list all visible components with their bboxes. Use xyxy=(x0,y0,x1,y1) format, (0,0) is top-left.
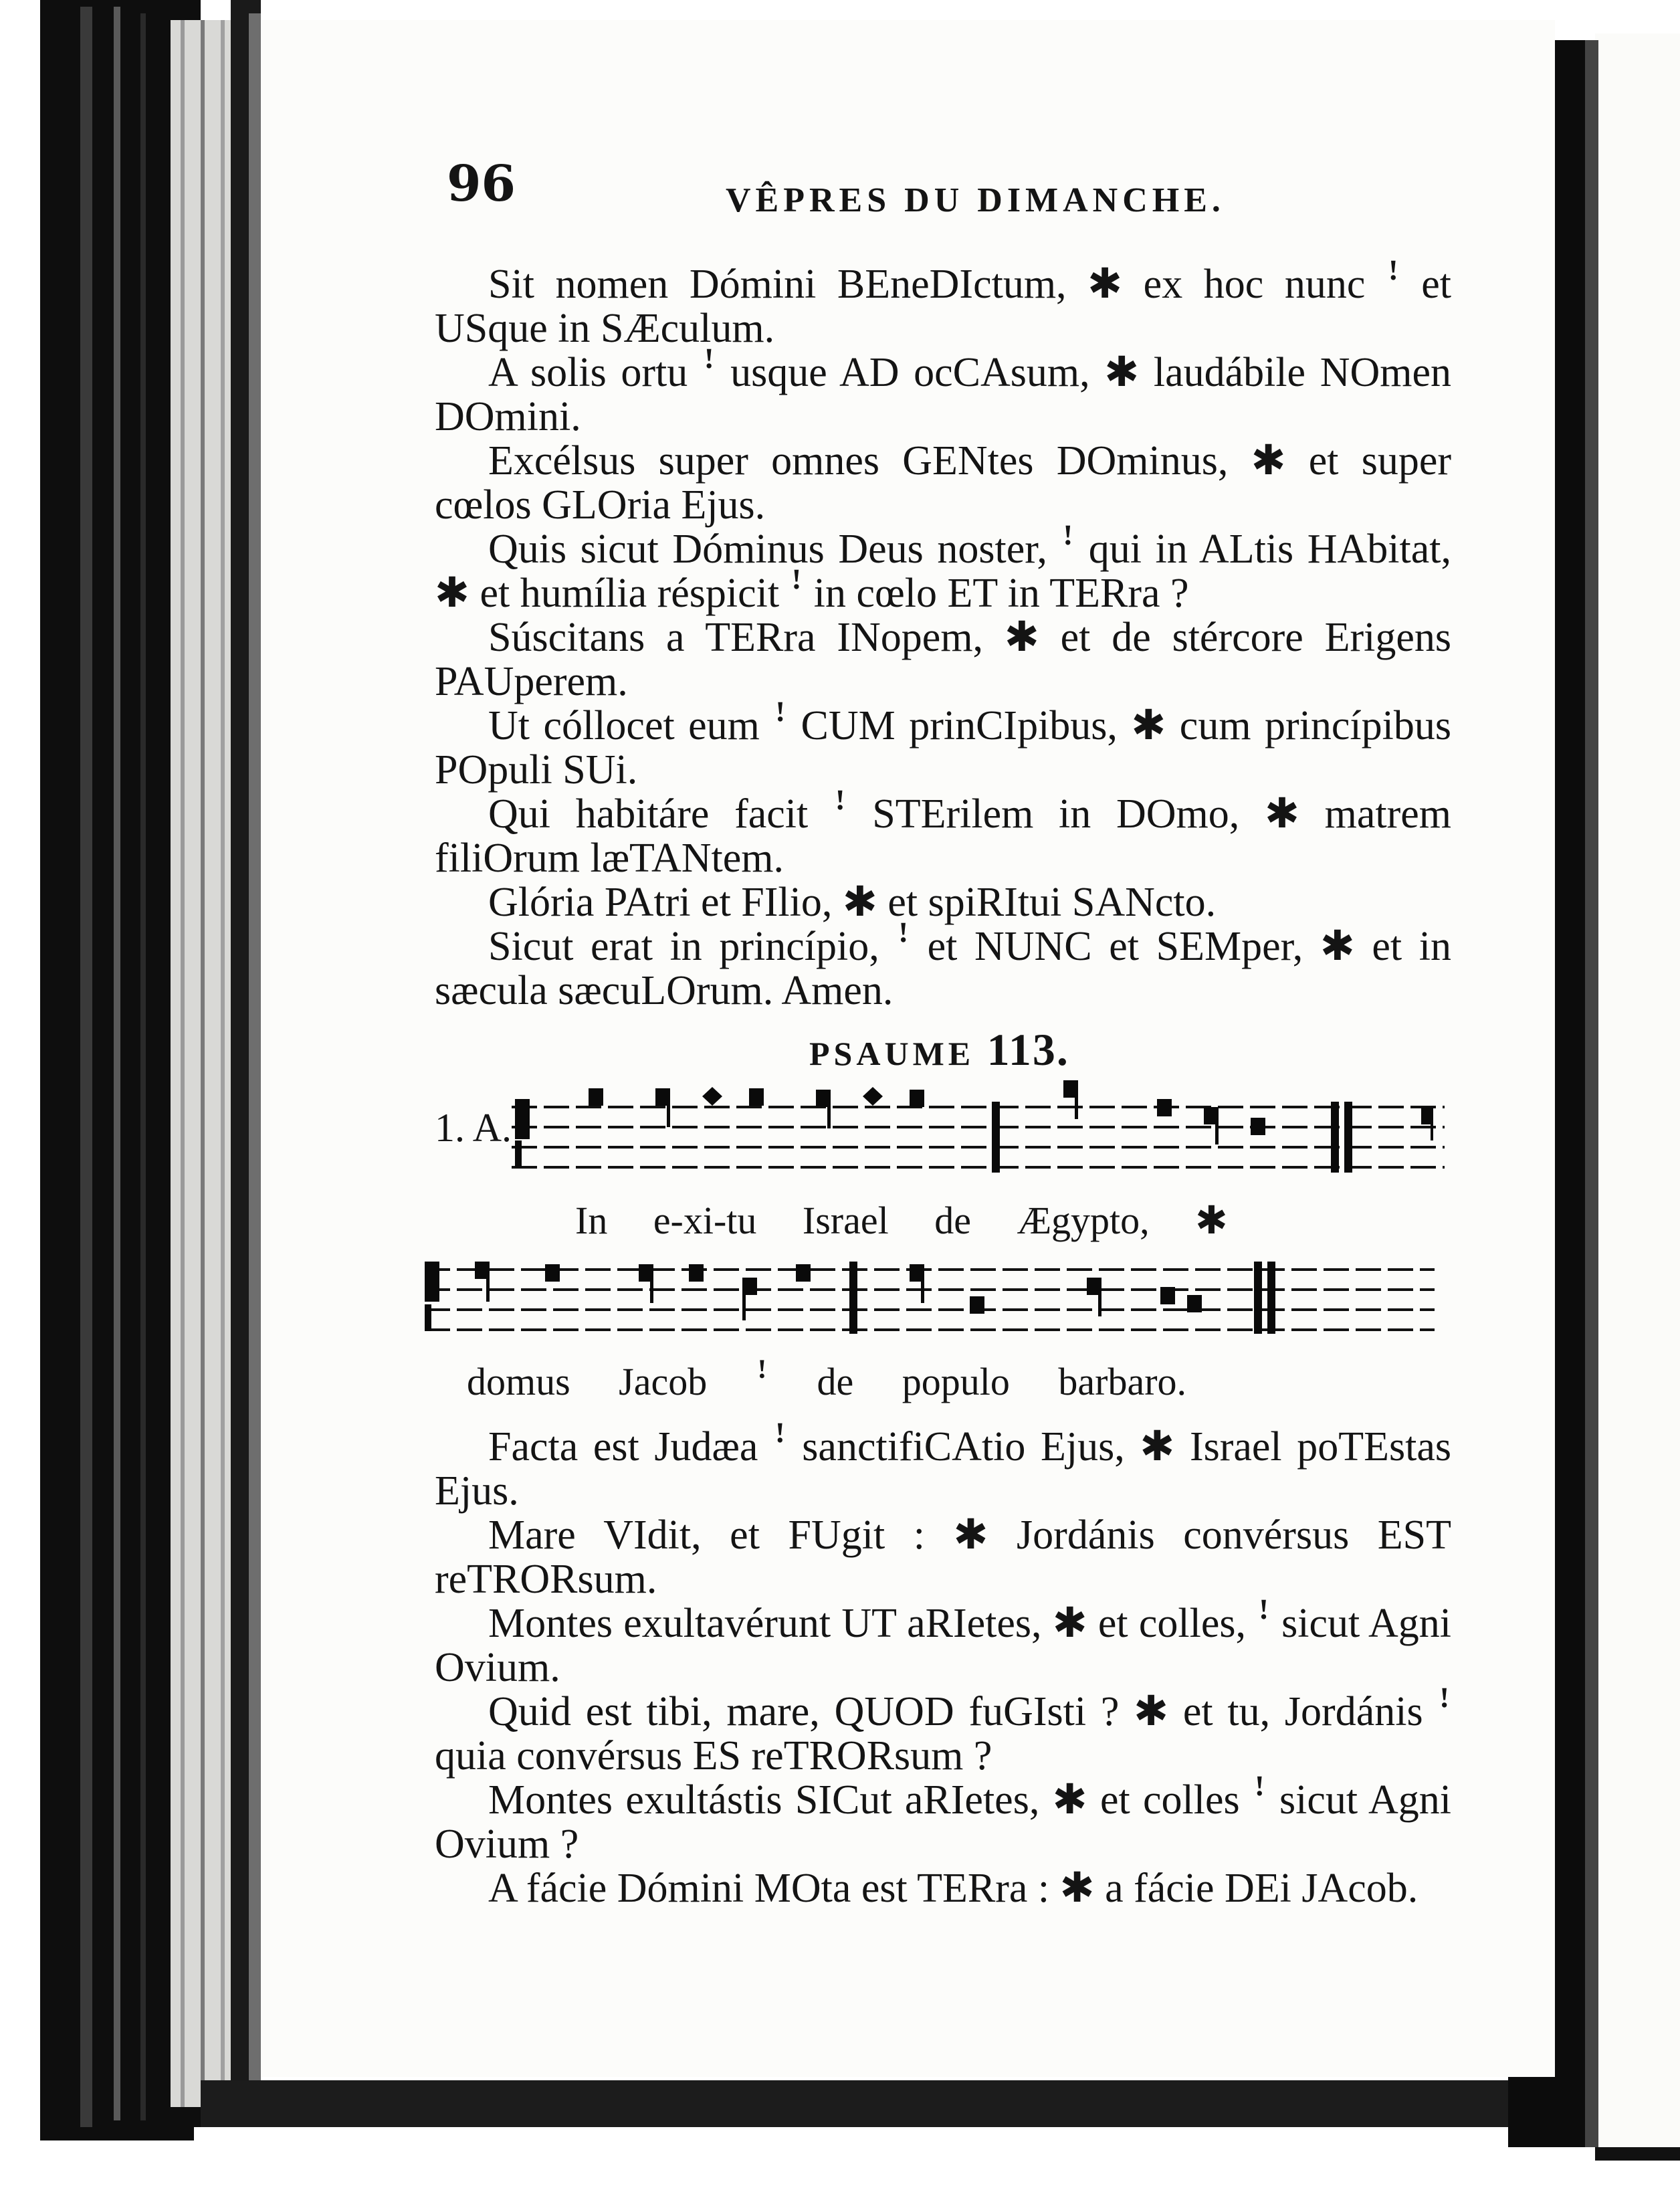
antiphon-label: 1. A. xyxy=(435,1106,512,1150)
neume xyxy=(796,1264,811,1282)
chant-staff-1 xyxy=(512,1080,1445,1187)
neume xyxy=(545,1264,560,1282)
neume xyxy=(749,1088,764,1106)
chant-lyrics-line-2: domus Jacob ꜝ de populo barbaro. xyxy=(467,1360,1187,1403)
verse: Qui habitáre facit ꜝ STErilem in DOmo, ✱ matrem filiOrum læTANtem. xyxy=(435,791,1451,881)
verse: Glória PAtri et FIlio, ✱ et spiRItui SANcto. xyxy=(488,880,1217,925)
running-head: VÊPRES DU DIMANCHE. xyxy=(726,181,1225,219)
double-bar-line xyxy=(1331,1102,1339,1173)
double-bar-line xyxy=(1254,1262,1262,1334)
verse: Montes exultavérunt UT aRIetes, ✱ et colles, ꜝ sicut Agni Ovium. xyxy=(435,1601,1451,1690)
neume xyxy=(1187,1295,1202,1312)
lower-verse-block xyxy=(435,1425,1451,1910)
neume-rhombus xyxy=(702,1087,722,1106)
chant-lyrics-line-1: In e-xi-tu Israel de Ægypto, ✱ xyxy=(575,1199,1228,1242)
verse: Quis sicut Dóminus Deus noster, ꜝ qui in ALtis HAbitat, ✱ et humília réspicit ꜝ in cœlo ET in TERra ? xyxy=(435,526,1451,616)
neume xyxy=(1251,1118,1265,1135)
verse: Ut cóllocet eum ꜝ CUM prinCIpibus, ✱ cum princípibus POpuli SUi. xyxy=(435,703,1451,793)
neume xyxy=(970,1296,984,1314)
verse: Mare VIdit, et FUgit : ✱ Jordánis convérsus EST reTRORsum. xyxy=(435,1512,1451,1602)
neume xyxy=(589,1088,603,1106)
verse: A solis ortu ꜝ usque AD ocCAsum, ✱ laudábile NOmen DOmini. xyxy=(435,350,1451,439)
c-clef-icon xyxy=(425,1262,439,1302)
next-page-sliver xyxy=(1595,33,1680,2147)
neume xyxy=(1157,1099,1172,1116)
neume-rhombus xyxy=(863,1087,883,1106)
psalm-title xyxy=(809,1023,1069,1076)
verse: Súscitans a TERra INopem, ✱ et de stércore Erigens PAUperem. xyxy=(435,615,1451,704)
verse: Excélsus super omnes GENtes DOminus, ✱ et super cœlos GLOria Ejus. xyxy=(435,438,1451,528)
psalm-label: PSAUME xyxy=(809,1035,975,1072)
psalm-number: 113. xyxy=(986,1024,1069,1075)
neume xyxy=(689,1264,704,1282)
verse: Facta est Judæa ꜝ sanctifiCAtio Ejus, ✱ Israel poTEstas Ejus. xyxy=(435,1424,1451,1514)
verse: A fácie Dómini MOta est TERra : ✱ a fácie DEi JAcob. xyxy=(488,1866,1419,1911)
c-clef-icon xyxy=(515,1099,530,1139)
verse: Sit nomen Dómini BEneDIctum, ✱ ex hoc nunc ꜝ et USque in SÆculum. xyxy=(435,262,1451,351)
neume xyxy=(1160,1287,1175,1304)
page-number: 96 xyxy=(447,155,516,213)
verse: Quid est tibi, mare, QUOD fuGIsti ? ✱ et tu, Jordánis ꜝ quia convérsus ES reTRORsum ? xyxy=(435,1689,1451,1779)
bar-line xyxy=(849,1262,857,1334)
neume xyxy=(910,1090,924,1107)
chant-staff-2 xyxy=(418,1251,1435,1351)
verse: Montes exultástis SICut aRIetes, ✱ et colles ꜝ sicut Agni Ovium ? xyxy=(435,1777,1451,1867)
verse: Sicut erat in princípio, ꜝ et NUNC et SEMper, ✱ et in sæcula sæcuLOrum. Amen. xyxy=(435,924,1451,1013)
upper-verse-block xyxy=(435,262,1451,1013)
bar-line xyxy=(992,1102,1000,1173)
